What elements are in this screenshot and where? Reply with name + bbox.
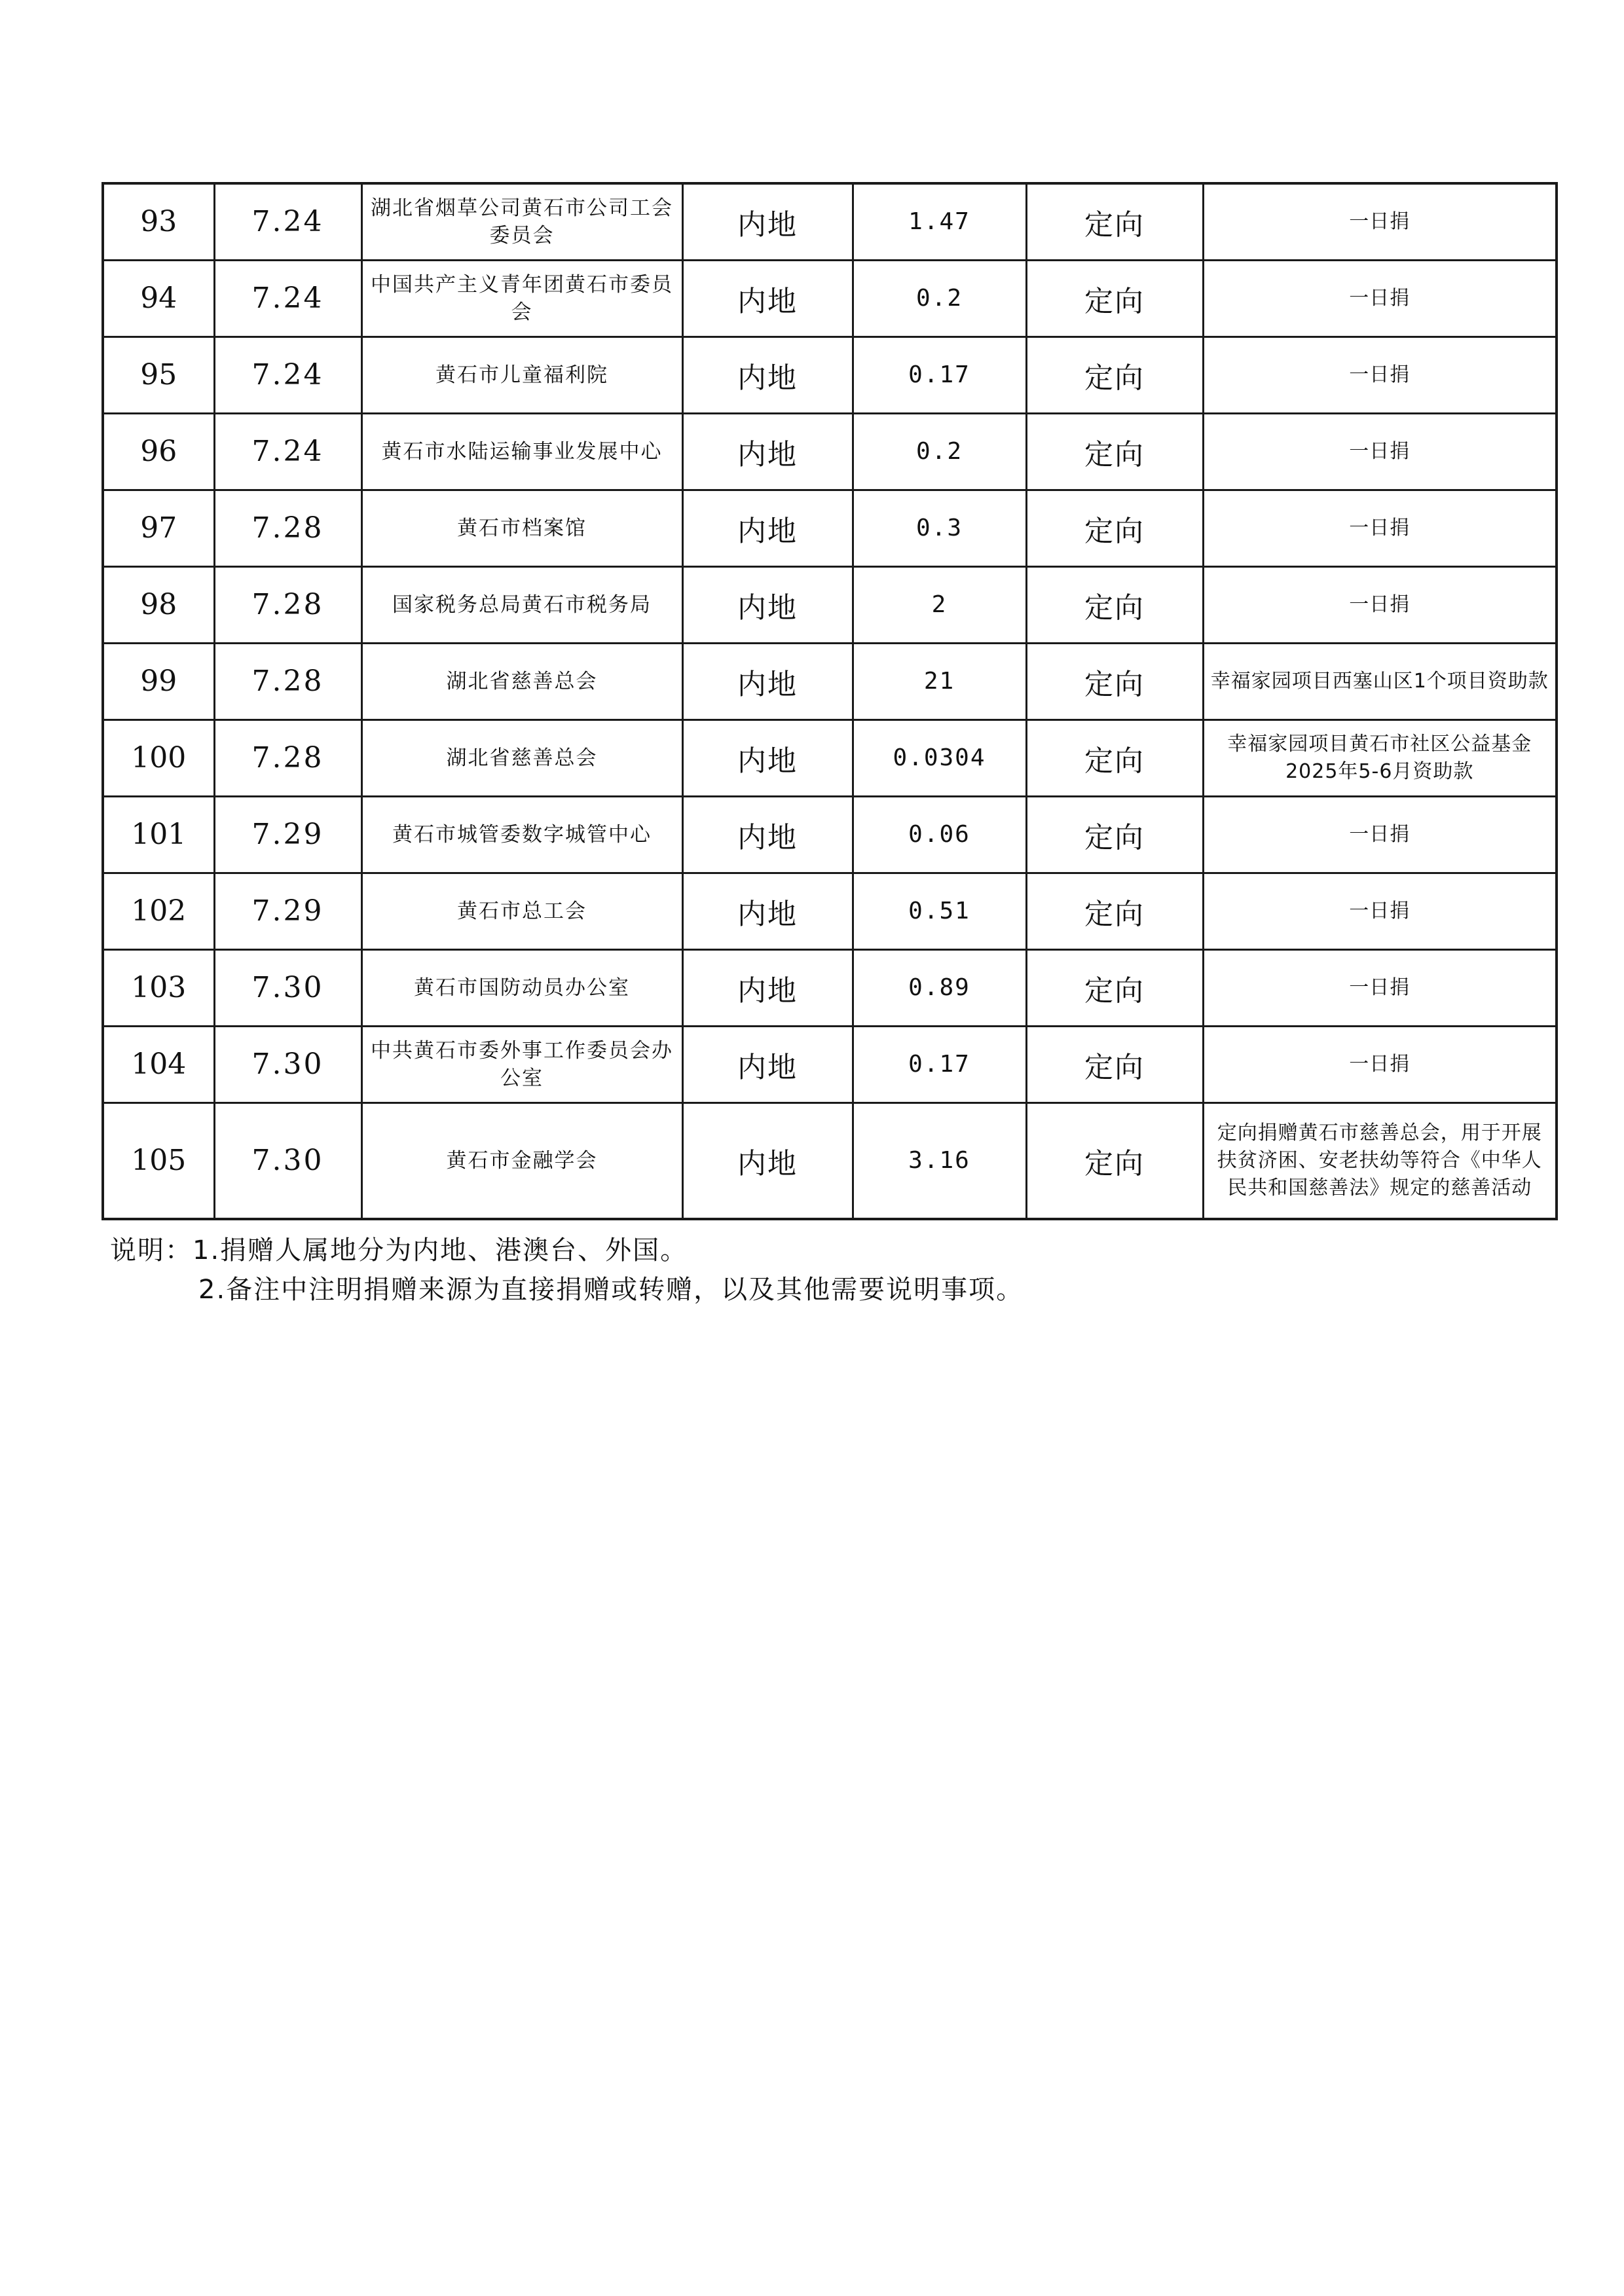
region-cell: 内地 bbox=[682, 1026, 853, 1102]
donation-type-cell: 定向 bbox=[1026, 1102, 1203, 1219]
donor-name-cell: 中国共产主义青年团黄石市委员会 bbox=[361, 260, 682, 337]
donor-name-cell: 黄石市水陆运输事业发展中心 bbox=[361, 413, 682, 490]
table-row bbox=[103, 796, 1557, 873]
remark-cell: 幸福家园项目黄石市社区公益基金2025年5-6月资助款 bbox=[1203, 720, 1557, 796]
donor-name-cell: 黄石市金融学会 bbox=[361, 1102, 682, 1219]
table-row bbox=[103, 337, 1557, 413]
donation-type-cell: 定向 bbox=[1026, 949, 1203, 1026]
date-cell: 7.29 bbox=[214, 873, 361, 949]
table-row bbox=[103, 1102, 1557, 1219]
footnote-line-2: 2.备注中注明捐赠来源为直接捐赠或转赠，以及其他需要说明事项。 bbox=[198, 1275, 1024, 1305]
row-number-cell: 105 bbox=[103, 1102, 214, 1219]
amount-cell: 0.51 bbox=[853, 873, 1026, 949]
donor-name-cell: 中共黄石市委外事工作委员会办公室 bbox=[361, 1026, 682, 1102]
donation-type-cell: 定向 bbox=[1026, 873, 1203, 949]
table-row bbox=[103, 720, 1557, 796]
date-cell: 7.29 bbox=[214, 796, 361, 873]
row-number-cell: 100 bbox=[103, 720, 214, 796]
table-row bbox=[103, 413, 1557, 490]
donation-type-cell: 定向 bbox=[1026, 796, 1203, 873]
table-row bbox=[103, 643, 1557, 720]
date-cell: 7.28 bbox=[214, 720, 361, 796]
row-number-cell: 102 bbox=[103, 873, 214, 949]
region-cell: 内地 bbox=[682, 873, 853, 949]
donation-type-cell: 定向 bbox=[1026, 413, 1203, 490]
remark-cell: 一日捐 bbox=[1203, 873, 1557, 949]
donor-name-cell: 湖北省慈善总会 bbox=[361, 720, 682, 796]
amount-cell: 0.17 bbox=[853, 337, 1026, 413]
date-cell: 7.30 bbox=[214, 1026, 361, 1102]
region-cell: 内地 bbox=[682, 490, 853, 566]
donor-name-cell: 黄石市档案馆 bbox=[361, 490, 682, 566]
region-cell: 内地 bbox=[682, 566, 853, 643]
date-cell: 7.24 bbox=[214, 260, 361, 337]
region-cell: 内地 bbox=[682, 720, 853, 796]
remark-cell: 幸福家园项目西塞山区1个项目资助款 bbox=[1203, 643, 1557, 720]
donor-name-cell: 国家税务总局黄石市税务局 bbox=[361, 566, 682, 643]
date-cell: 7.30 bbox=[214, 949, 361, 1026]
table-row bbox=[103, 490, 1557, 566]
donation-type-cell: 定向 bbox=[1026, 643, 1203, 720]
donation-type-cell: 定向 bbox=[1026, 183, 1203, 260]
donation-type-cell: 定向 bbox=[1026, 337, 1203, 413]
footnote-line-1: 说明：1.捐赠人属地分为内地、港澳台、外国。 bbox=[110, 1235, 688, 1266]
table-row bbox=[103, 260, 1557, 337]
donor-name-cell: 黄石市国防动员办公室 bbox=[361, 949, 682, 1026]
amount-cell: 1.47 bbox=[853, 183, 1026, 260]
row-number-cell: 99 bbox=[103, 643, 214, 720]
date-cell: 7.28 bbox=[214, 566, 361, 643]
donation-type-cell: 定向 bbox=[1026, 490, 1203, 566]
amount-cell: 0.17 bbox=[853, 1026, 1026, 1102]
amount-cell: 0.2 bbox=[853, 413, 1026, 490]
donor-name-cell: 黄石市城管委数字城管中心 bbox=[361, 796, 682, 873]
row-number-cell: 98 bbox=[103, 566, 214, 643]
row-number-cell: 103 bbox=[103, 949, 214, 1026]
remark-cell: 一日捐 bbox=[1203, 1026, 1557, 1102]
date-cell: 7.30 bbox=[214, 1102, 361, 1219]
amount-cell: 0.3 bbox=[853, 490, 1026, 566]
row-number-cell: 97 bbox=[103, 490, 214, 566]
region-cell: 内地 bbox=[682, 337, 853, 413]
remark-cell: 一日捐 bbox=[1203, 949, 1557, 1026]
table-row bbox=[103, 1026, 1557, 1102]
row-number-cell: 94 bbox=[103, 260, 214, 337]
remark-cell: 一日捐 bbox=[1203, 260, 1557, 337]
region-cell: 内地 bbox=[682, 260, 853, 337]
remark-cell: 定向捐赠黄石市慈善总会，用于开展扶贫济困、安老扶幼等符合《中华人民共和国慈善法》规定的慈善活动 bbox=[1203, 1102, 1557, 1219]
region-cell: 内地 bbox=[682, 183, 853, 260]
region-cell: 内地 bbox=[682, 1102, 853, 1219]
amount-cell: 3.16 bbox=[853, 1102, 1026, 1219]
donor-name-cell: 湖北省慈善总会 bbox=[361, 643, 682, 720]
donation-type-cell: 定向 bbox=[1026, 260, 1203, 337]
amount-cell: 0.06 bbox=[853, 796, 1026, 873]
table-row bbox=[103, 949, 1557, 1026]
region-cell: 内地 bbox=[682, 796, 853, 873]
donor-name-cell: 黄石市总工会 bbox=[361, 873, 682, 949]
row-number-cell: 104 bbox=[103, 1026, 214, 1102]
remark-cell: 一日捐 bbox=[1203, 566, 1557, 643]
amount-cell: 0.89 bbox=[853, 949, 1026, 1026]
amount-cell: 21 bbox=[853, 643, 1026, 720]
date-cell: 7.24 bbox=[214, 337, 361, 413]
row-number-cell: 96 bbox=[103, 413, 214, 490]
donation-type-cell: 定向 bbox=[1026, 720, 1203, 796]
remark-cell: 一日捐 bbox=[1203, 183, 1557, 260]
date-cell: 7.28 bbox=[214, 490, 361, 566]
row-number-cell: 95 bbox=[103, 337, 214, 413]
remark-cell: 一日捐 bbox=[1203, 337, 1557, 413]
donation-type-cell: 定向 bbox=[1026, 1026, 1203, 1102]
donation-type-cell: 定向 bbox=[1026, 566, 1203, 643]
amount-cell: 2 bbox=[853, 566, 1026, 643]
amount-cell: 0.0304 bbox=[853, 720, 1026, 796]
remark-cell: 一日捐 bbox=[1203, 490, 1557, 566]
region-cell: 内地 bbox=[682, 949, 853, 1026]
footnotes bbox=[110, 1231, 1024, 1309]
region-cell: 内地 bbox=[682, 643, 853, 720]
table-row bbox=[103, 566, 1557, 643]
table-body bbox=[103, 183, 1557, 1219]
row-number-cell: 101 bbox=[103, 796, 214, 873]
table-row bbox=[103, 183, 1557, 260]
amount-cell: 0.2 bbox=[853, 260, 1026, 337]
date-cell: 7.28 bbox=[214, 643, 361, 720]
date-cell: 7.24 bbox=[214, 413, 361, 490]
row-number-cell: 93 bbox=[103, 183, 214, 260]
donor-name-cell: 黄石市儿童福利院 bbox=[361, 337, 682, 413]
table-row bbox=[103, 873, 1557, 949]
donor-name-cell: 湖北省烟草公司黄石市公司工会委员会 bbox=[361, 183, 682, 260]
donation-table bbox=[101, 182, 1558, 1220]
remark-cell: 一日捐 bbox=[1203, 413, 1557, 490]
region-cell: 内地 bbox=[682, 413, 853, 490]
date-cell: 7.24 bbox=[214, 183, 361, 260]
remark-cell: 一日捐 bbox=[1203, 796, 1557, 873]
